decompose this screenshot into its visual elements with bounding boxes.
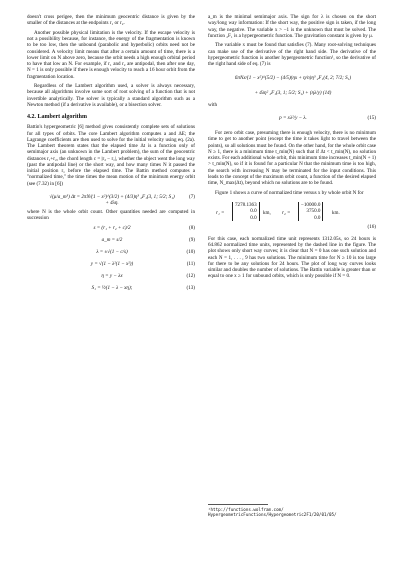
equation-14-line-1 xyxy=(208,71,376,89)
equation-body: 6πNx/(1 − x²)^(5/2) − (4/5)(ηx + η/n)η³ ₂F₁(4, 2; 7/2; S₁) xyxy=(234,74,352,81)
r1-y: 0.0 xyxy=(250,208,257,215)
equation-number: (10) xyxy=(186,248,195,255)
r2-y: 3750.0 xyxy=(306,208,321,215)
equation-7 xyxy=(27,190,195,208)
r1-unit: km, xyxy=(263,209,271,216)
r2-x: −10000.0 xyxy=(301,201,321,208)
equation-number: (9) xyxy=(189,236,195,243)
paragraph: Figure 1 shows a curve of normalized time versus x by whole orbit N for xyxy=(215,189,364,196)
equation-9 xyxy=(27,237,195,248)
r1-x: 7278.1363 xyxy=(235,201,257,208)
equation-body: s = (r₁ + r₂ + c)/2 xyxy=(93,224,131,231)
equation-body: p = xλ²/y − λ. xyxy=(279,115,307,122)
paragraph: For zero orbit case, presuming there is enough velocity, there is no minimum time to get to another point (except the time it takes light to travel between the points), so all solutions must be found. On the other hand, for the whole orbit case N ≥ 1, there is a minimum time t_min(N) such that if Δt < t_min(N), no solution exists. For each additional whole orbit, this minimum time increases t_min(N + 1) > t_min(N), so if it is found for a particular N that the minimum time is too high, the search with increasing N may be terminated for the input conditions. This leads to the concept of the maximum orbit count, a function of the desired elapsed time, N_max(Δt), beyond which no solutions are to be found. xyxy=(208,130,376,187)
equation-body: a_m = s/2 xyxy=(101,236,123,243)
equation-number: (7) xyxy=(189,194,195,201)
paragraph: Battin's hypergeometric [6] method gives consistently complete sets of solutions for all types of orbits. The core Lambert algorithm computes a and ΔE; the Lagrange coefficients are then used to solve for the initial velocity using eq. (2a). The Lambert theorem states that the elapsed time Δt is a function only of semimajor axis (an unknown in the Lambert problem), the sum of the geocentric distances r₁+r₂, the chord length c = |r₂ − r₁|, whether the object went the long way (past the antipodal line) or the short way, and how many times N it passed the initial position r₁ before the elapsed time. The Battin method computes a "normalized time," the time times the mean motion of the minimum energy orbit (see (7.32) in [6]) xyxy=(27,124,195,187)
equation-number: (8) xyxy=(189,224,195,231)
equation-15 xyxy=(208,111,376,129)
footnote xyxy=(208,507,376,518)
position-vectors xyxy=(208,200,376,232)
r1-vector xyxy=(232,202,260,221)
paragraph: For this case, each normalized time unit represents 1312.05s, so 24 hours is 64.862 normalized time units, represented by the dashed line in the figure. The plot shows only short way curves; it is clear that N = 0 has one such solution and each N = 1, . . . , 9 has two solutions. The minimum time for N ≥ 10 is too large for there to be any solutions for 24 hours. The plot of long way curves looks similar and doubles the number of solutions. The Battin variable is greater than or equal to one x ≥ 1 for unbound orbits, which is only possible if N = 0. xyxy=(208,235,376,280)
equation-body: y = √(1 − λ²(1 − x²)) xyxy=(90,260,134,267)
paragraph: where N is the whole orbit count. Other quantities needed are computed in succession xyxy=(27,209,195,222)
paragraph: a_m is the minimal semimajor axis. The sign for λ is chosen on the short way/long way information: If the short way, the positive sign is taken, if the long way, the negative. The variable x > −1 is the unknown that must be solved. The function ₂F₁ is a hypergeometric function. The gravitation constant is given by μ. xyxy=(208,14,376,39)
r1-z: 0.0 xyxy=(250,214,257,221)
equation-body: + 4λη² ₂F₁(3, 1; 5/2; S₁) + (ηλ/y) (14) xyxy=(254,89,332,96)
left-column xyxy=(27,14,195,297)
equation-number: (13) xyxy=(186,284,195,291)
equation-13 xyxy=(27,285,195,296)
equation-8 xyxy=(27,225,195,236)
r1-label: r₁ = xyxy=(216,209,225,216)
equation-number: (16) xyxy=(367,223,376,230)
paragraph: Another possible physical limitation is the velocity. If the escape velocity is not a possibility because, for instance, the energy of the fragmentation is known to be too low, then the unbound (parabolic and hyperbolic) orbits need not be considered. A velocity limit means that after a certain amount of time, there is a lower limit on N above zero, because the orbit needs a high enough orbital period to have that low an N. For example, if r₁ and r₂ are antipodal, then after one day, N = 1 is only possible if there is enough velocity to reach a 16 hour orbit from the fragmentation location. xyxy=(27,29,195,80)
equation-14-line-2 xyxy=(208,90,376,101)
r2-vector xyxy=(298,202,323,221)
paragraph: Regardless of the Lambert algorithm used, a solver is always necessary, because all algorithms involve some sort of root solving of a function that is not invertible analytically. The solver is typically a standard algorithm such as a Newton method (if a derivative is available), or a bisection solver. xyxy=(27,83,195,108)
equation-12 xyxy=(27,273,195,284)
right-column xyxy=(208,14,376,283)
r2-z: 0.0 xyxy=(314,214,321,221)
footnote-url-line-2[interactable]: HypergeometricFunctions/Hypergeometric2F1/20/01/05/ xyxy=(208,512,337,518)
footnote-url-line-1[interactable]: ¹http://functions.wolfram.com/ xyxy=(208,507,284,512)
r2-label: r₂ = xyxy=(282,209,291,216)
paragraph: doesn't cross perigee, then the minimum geocentric distance is given by the smaller of the distances at the endpoints r₁ or r₂. xyxy=(27,14,195,27)
equation-body: η = y − λx xyxy=(101,272,123,279)
equation-body: λ = ±√(1 − c/s) xyxy=(96,248,128,255)
equation-number: (12) xyxy=(186,272,195,279)
equation-number: (11) xyxy=(186,260,195,267)
equation-body: S₁ = ½(1 − λ − xη); xyxy=(91,284,133,291)
footnote-rule xyxy=(208,504,268,505)
equation-body: √(μ/a_m³) Δt = 2πN/(1 − x²)^(3/2) + (4/3)η³ ₂F₁(3, 1; 5/2; S₁) + 4λη. xyxy=(49,194,175,207)
section-title: 4.2. Lambert algorithm xyxy=(27,114,87,121)
equation-11 xyxy=(27,261,195,272)
paragraph: The variable x must be found that satisfies (7). Many root-solving techniques can make use of the derivative of the right hand side. The derivative of the hypergeometric function is another hypergeometric function¹, so the derivative of the right hand side of eq. (7) is xyxy=(208,42,376,68)
r2-unit: km. xyxy=(332,209,340,216)
equation-10 xyxy=(27,249,195,260)
with-label: with xyxy=(208,101,218,108)
equation-number: (15) xyxy=(367,115,376,122)
